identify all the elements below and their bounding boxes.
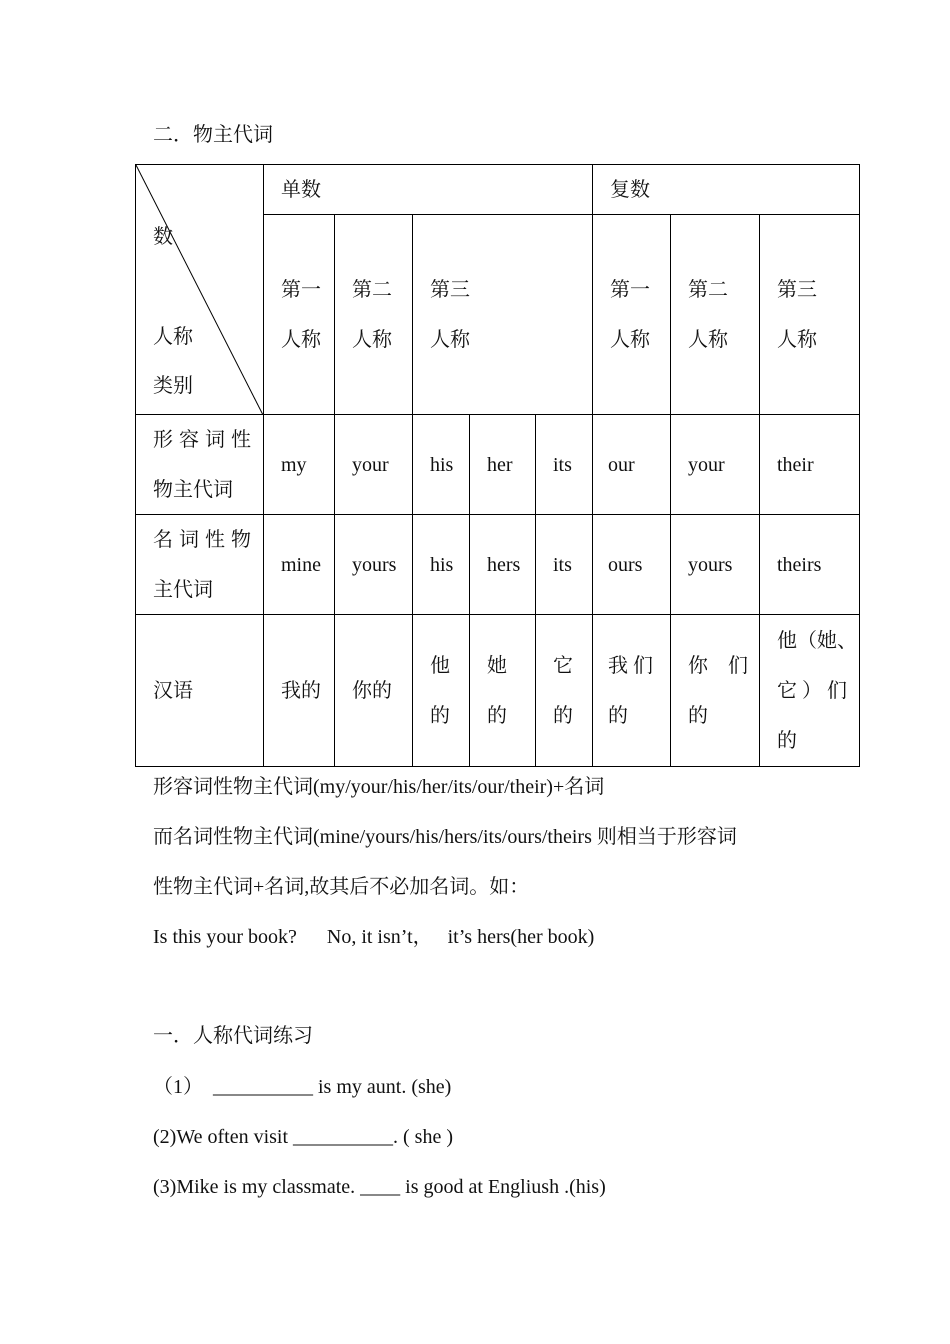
- table-cell: 你 们 的: [671, 615, 760, 767]
- table-cell: your: [335, 415, 413, 515]
- corner-label-person: 人称: [153, 326, 193, 348]
- table-cell: 他（她、 它 ） 们 的: [760, 615, 860, 767]
- table-cell: its: [536, 515, 593, 615]
- exercise-item-2: (2)We often visit __________. ( she ): [153, 1126, 453, 1148]
- table-cell: his: [413, 515, 470, 615]
- example-sentence: Is this your book? No, it isn’t， it’s hers(her book): [153, 926, 595, 948]
- person-header-singular-first: 第一 人称: [264, 215, 335, 415]
- person-header-singular-second: 第二 人称: [335, 215, 413, 415]
- corner-diagonal-cell: [136, 165, 264, 415]
- table-cell: its: [536, 415, 593, 515]
- table-cell: our: [593, 415, 671, 515]
- table-cell: ours: [593, 515, 671, 615]
- table-cell: 我 们 的: [593, 615, 671, 767]
- table-row-adjective-possessive: [136, 415, 860, 515]
- table-cell: my: [264, 415, 335, 515]
- row-label-adjective-possessive: 形容词性 物主代词: [136, 415, 264, 515]
- table-cell: 他 的: [413, 615, 470, 767]
- note-line-1: 形容词性物主代词(my/your/his/her/its/our/their)+名词: [153, 776, 605, 798]
- section-heading: 二．物主代词: [153, 124, 273, 146]
- table-cell: 我的: [264, 615, 335, 767]
- corner-label-category: 类别: [153, 375, 193, 397]
- row-label-noun-possessive: 名词性物 主代词: [136, 515, 264, 615]
- plural-header: 复数: [593, 165, 860, 215]
- exercise-heading: 一．人称代词练习: [153, 1025, 313, 1047]
- possessive-pronoun-table: [135, 164, 860, 767]
- table-cell: yours: [335, 515, 413, 615]
- exercise-item-3: (3)Mike is my classmate. ____ is good at Engliush .(his): [153, 1176, 606, 1198]
- table-cell: their: [760, 415, 860, 515]
- table-cell: 她 的: [470, 615, 536, 767]
- person-header-plural-first: 第一 人称: [593, 215, 671, 415]
- person-header-singular-third: 第三 人称: [413, 215, 593, 415]
- table-cell: her: [470, 415, 536, 515]
- note-line-3: 性物主代词+名词,故其后不必加名词。如：: [153, 876, 530, 898]
- exercise-item-1: （1） __________ is my aunt. (she): [153, 1076, 452, 1098]
- table-cell: 它 的: [536, 615, 593, 767]
- table-cell: mine: [264, 515, 335, 615]
- table-row-noun-possessive: [136, 515, 860, 615]
- person-header-plural-third: 第三 人称: [760, 215, 860, 415]
- note-line-2: 而名词性物主代词(mine/yours/his/hers/its/ours/theirs 则相当于形容词: [153, 826, 737, 848]
- corner-label-number: 数: [153, 226, 173, 248]
- table-cell: yours: [671, 515, 760, 615]
- singular-header: 单数: [264, 165, 593, 215]
- table-row-chinese: [136, 615, 860, 767]
- row-label-chinese: 汉语: [136, 615, 264, 767]
- table-cell: hers: [470, 515, 536, 615]
- table-cell: his: [413, 415, 470, 515]
- person-header-plural-second: 第二 人称: [671, 215, 760, 415]
- table-cell: 你的: [335, 615, 413, 767]
- table-cell: your: [671, 415, 760, 515]
- table-cell: theirs: [760, 515, 860, 615]
